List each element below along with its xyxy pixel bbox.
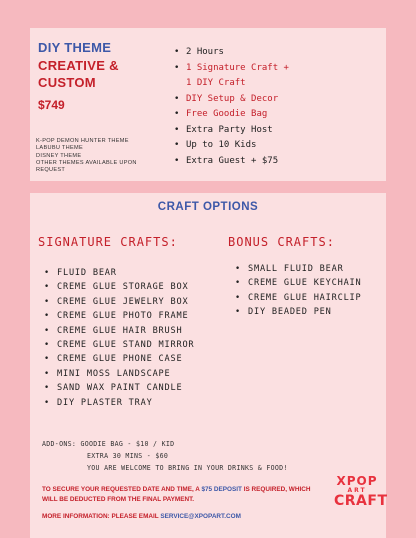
xpop-art-craft-logo: XPOP ART CRAFT <box>334 474 388 509</box>
craft-options-heading: CRAFT OPTIONS <box>157 201 259 213</box>
feature-item: • Extra Guest + $75 <box>174 155 279 166</box>
feature-item: 1 DIY Craft <box>186 78 246 88</box>
feature-list <box>174 47 289 171</box>
theme-item: OTHER THEMES AVAILABLE UPON <box>36 159 137 166</box>
theme-item: DISNEY THEME <box>36 152 82 159</box>
add-ons: ADD-ONS: GOODIE BAG - $10 / KID EXTRA 30 MINS - $60 YOU ARE WELCOME TO BRING IN YOUR DRINKS & FOOD! <box>42 440 288 472</box>
package-price: $749 <box>38 98 65 112</box>
package-title: DIY THEME <box>38 40 112 55</box>
list-item: • CREME GLUE STAND MIRROR <box>44 339 195 350</box>
list-item: • DIY BEADED PEN <box>235 307 332 318</box>
theme-item: LABUBU THEME <box>36 145 84 152</box>
bonus-crafts-heading: BONUS CRAFTS: <box>228 235 335 249</box>
package-card <box>30 28 386 181</box>
bonus-crafts-list <box>235 264 362 322</box>
list-item: • CREME GLUE STORAGE BOX <box>44 282 189 293</box>
list-item: • SMALL FLUID BEAR <box>235 264 344 274</box>
feature-item: • Free Goodie Bag <box>174 109 268 119</box>
add-ons-label: ADD-ONS: <box>42 440 77 448</box>
list-item: • CREME GLUE KEYCHAIN <box>235 278 362 289</box>
list-item: • CREME GLUE HAIRCLIP <box>235 292 362 303</box>
signature-crafts-heading: SIGNATURE CRAFTS: <box>38 235 178 249</box>
deposit-note: TO SECURE YOUR REQUESTED DATE AND TIME, A $75 DEPOSIT IS REQUIRED, WHICH WILL BE DEDUCTED FROM THE FINAL PAYMENT. <box>42 486 311 503</box>
email-link[interactable]: SERVICE@XPOPART.COM <box>160 513 241 520</box>
contact-info: MORE INFORMATION: PLEASE EMAIL SERVICE@XPOPART.COM <box>42 513 241 520</box>
list-item: • CREME GLUE PHOTO FRAME <box>44 311 189 322</box>
feature-item: • DIY Setup & Decor <box>174 93 279 104</box>
feature-item: • Up to 10 Kids <box>174 140 257 150</box>
feature-item: • 2 Hours <box>174 47 224 57</box>
craft-options-card <box>30 193 386 538</box>
theme-item: REQUEST <box>36 167 66 174</box>
list-item: • DIY PLASTER TRAY <box>44 397 153 408</box>
list-item: • CREME GLUE PHONE CASE <box>44 354 183 365</box>
signature-crafts-list <box>44 268 194 412</box>
list-item: • FLUID BEAR <box>44 268 117 278</box>
package-subtitle-1: CREATIVE & <box>38 58 119 73</box>
list-item: • SAND WAX PAINT CANDLE <box>44 383 183 394</box>
feature-item: • Extra Party Host <box>174 124 273 135</box>
list-item: • CREME GLUE HAIR BRUSH <box>44 325 183 336</box>
feature-item: • 1 Signature Craft + <box>174 62 289 73</box>
list-item: • CREME GLUE JEWELRY BOX <box>44 296 189 307</box>
theme-item: K-POP DEMON HUNTER THEME <box>36 138 129 144</box>
list-item: • MINI MOSS LANDSCAPE <box>44 368 171 379</box>
theme-list <box>36 138 137 174</box>
package-subtitle-2: CUSTOM <box>38 75 96 90</box>
